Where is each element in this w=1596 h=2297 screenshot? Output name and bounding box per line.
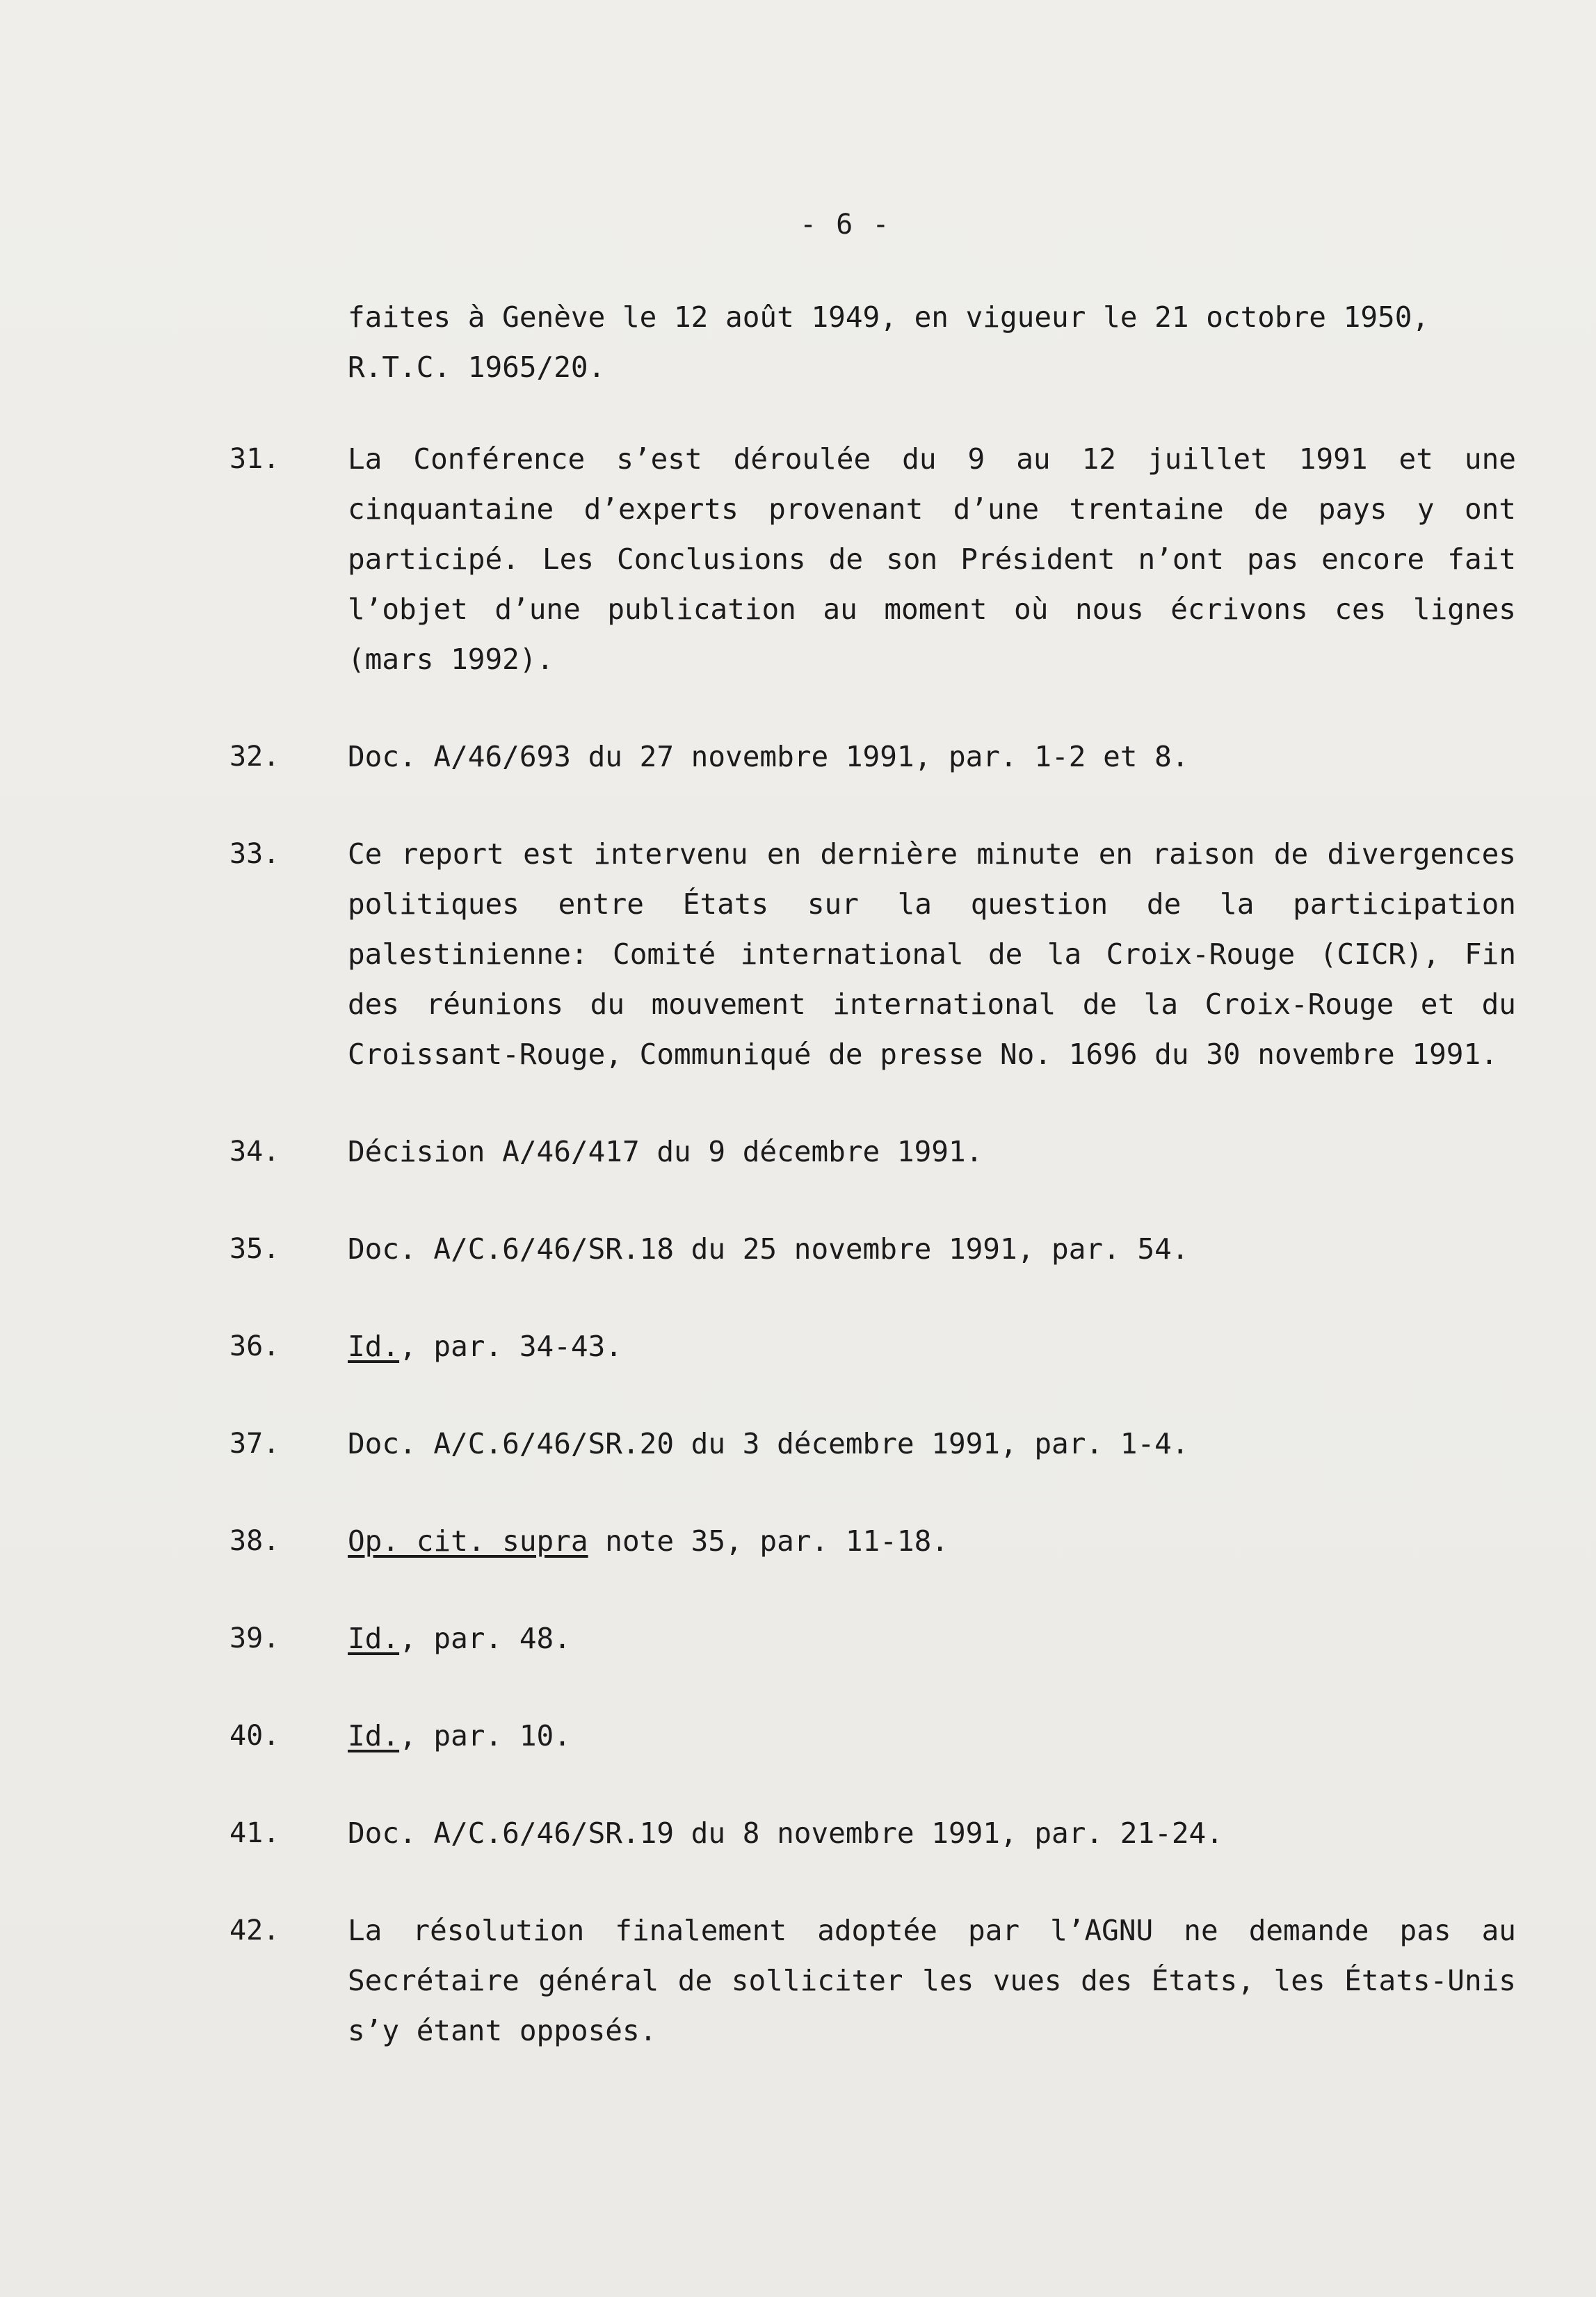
footnote-32 — [229, 732, 1516, 782]
footnote-text: Doc. A/C.6/46/SR.19 du 8 novembre 1991, par. 21-24. — [348, 1816, 1223, 1850]
footnotes-list — [229, 292, 1516, 2103]
footnote-text: La Conférence s’est déroulée du 9 au 12 juillet 1991 et une cinquantaine d’experts provenant d’une trentaine de pays y ont participé. Les Conclusions de son Président n’ont pas encore fait l’objet d’une publication au moment où nous écrivons ces lignes (mars 1992). — [348, 442, 1516, 676]
footnote-38 — [229, 1516, 1516, 1566]
footnote-37 — [229, 1419, 1516, 1469]
footnote-number: 32. — [229, 741, 280, 773]
footnote-text — [348, 1613, 1516, 1663]
footnote-number: 34. — [229, 1136, 280, 1168]
footnote-39 — [229, 1613, 1516, 1663]
footnote-number: 40. — [229, 1720, 280, 1752]
citation-reference: Op. cit. supra — [348, 1524, 588, 1558]
footnote-number: 39. — [229, 1622, 280, 1654]
page-number: - 6 - — [800, 209, 891, 241]
citation-detail: , par. 10. — [399, 1719, 571, 1752]
footnote-text — [348, 1711, 1516, 1761]
footnote-text — [348, 1321, 1516, 1371]
footnote-text: Ce report est intervenu en dernière minute en raison de divergences politiques entre États sur la question de la participation palestinienne: Comité international de la Croix-Rouge (CICR), Fin des réunions du mouvement international de la Croix-Rouge et du Croissant-Rouge, Communiqué de presse No. 1696 du 30 novembre 1991. — [348, 837, 1516, 1071]
citation-detail: , par. 34-43. — [399, 1330, 622, 1363]
footnote-number: 31. — [229, 443, 280, 475]
footnote-number: 33. — [229, 838, 280, 870]
footnote-number: 38. — [229, 1525, 280, 1557]
footnote-number: 42. — [229, 1915, 280, 1947]
footnote-40 — [229, 1711, 1516, 1761]
citation-detail: , par. 48. — [399, 1622, 571, 1655]
footnote-31 — [229, 434, 1516, 684]
footnote-text: Doc. A/C.6/46/SR.20 du 3 décembre 1991, par. 1-4. — [348, 1427, 1189, 1460]
footnote-text — [348, 1516, 1516, 1566]
citation-reference: Id. — [348, 1622, 400, 1655]
footnote-42 — [229, 1905, 1516, 2056]
footnote-text: Doc. A/C.6/46/SR.18 du 25 novembre 1991, par. 54. — [348, 1232, 1189, 1266]
citation-reference: Id. — [348, 1330, 400, 1363]
footnote-number: 37. — [229, 1428, 280, 1460]
footnote-36 — [229, 1321, 1516, 1371]
footnote-34 — [229, 1127, 1516, 1177]
footnote-number: 36. — [229, 1330, 280, 1362]
footnote-text: La résolution finalement adoptée par l’AGNU ne demande pas au Secrétaire général de solliciter les vues des États, les États-Unis s’y étant opposés. — [348, 1914, 1516, 2047]
footnote-text: Doc. A/46/693 du 27 novembre 1991, par. 1-2 et 8. — [348, 740, 1189, 773]
footnote-33 — [229, 829, 1516, 1079]
footnote-41 — [229, 1808, 1516, 1858]
continued-footnote-text: faites à Genève le 12 août 1949, en vigueur le 21 octobre 1950, R.T.C. 1965/20. — [348, 300, 1430, 384]
citation-detail: note 35, par. 11-18. — [588, 1524, 949, 1558]
footnote-text: Décision A/46/417 du 9 décembre 1991. — [348, 1135, 983, 1168]
footnote-number: 35. — [229, 1233, 280, 1265]
citation-reference: Id. — [348, 1719, 400, 1752]
footnote-number: 41. — [229, 1817, 280, 1849]
footnote-35 — [229, 1224, 1516, 1274]
